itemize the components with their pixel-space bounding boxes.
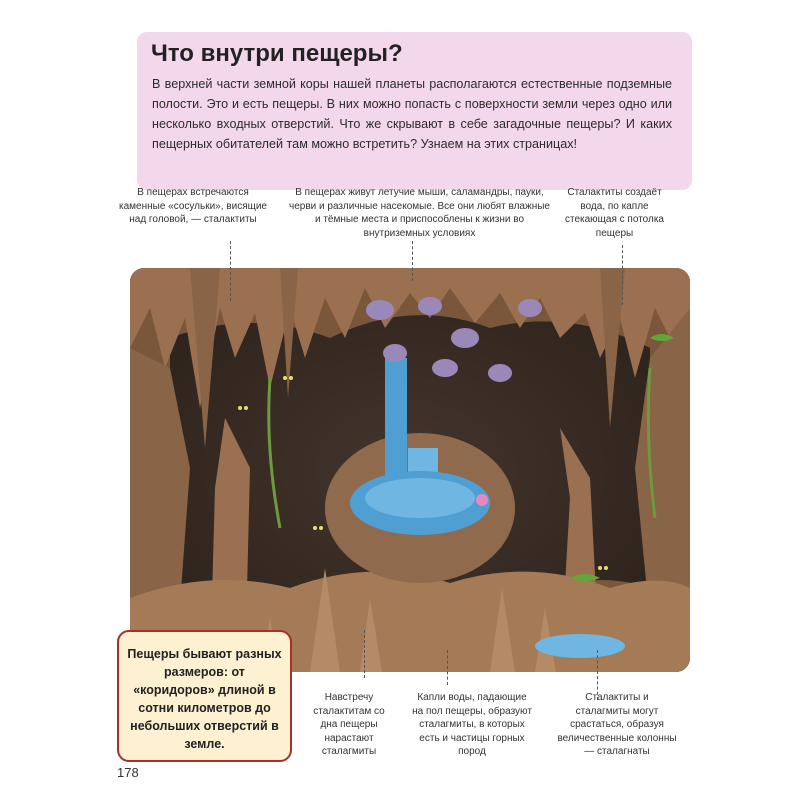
caption-pointer-creatures [412, 241, 413, 281]
caption-stalagmites: Навстречу сталактитам со дна пещеры нарастают сталагмиты [313, 692, 385, 757]
cave-sizes-box [117, 630, 292, 762]
intro-paragraph: В верхней части земной коры нашей планеты располагаются естественные подземные полости. Это и есть пещеры. В них можно попасть с поверхности земли через одно или несколько входных отверстий. Что же скрывают в себе загадочные пещеры? И каких пещерных обитателей там можно встретить? Узнаем на этих страницах! [152, 77, 672, 151]
book-page [102, 10, 697, 792]
caption-stalactites: В пещерах встречаются каменные «сосульки», висящие над головой, — сталактиты [119, 187, 267, 225]
cave-sizes-text: Пещеры бывают разных размеров: от «коридоров» длиной в сотни километров до небольших отверстий в земле. [127, 647, 282, 751]
cave-illustration [130, 268, 690, 672]
caption-pointer-water-drops [447, 650, 448, 685]
caption-dripping-water: Сталактиты создаёт вода, по капле стекающая с потолка пещеры [564, 187, 664, 239]
page-title: Что внутри пещеры? [151, 40, 403, 67]
caption-pointer-dripping [622, 245, 623, 305]
caption-pointer-stalactites [230, 241, 231, 301]
caption-stalagnates: Сталактиты и сталагмиты могут срастаться, образуя величественные колонны — сталагнаты [557, 692, 677, 757]
caption-water-drops: Капли воды, падающие на пол пещеры, образуют сталагмиты, в которых есть и частицы горных пород [412, 692, 532, 757]
caption-cave-creatures: В пещерах живут летучие мыши, саламандры, пауки, черви и различные насекомые. Все они любят влажные и тёмные места и приспособлены к жизни во внутриземных условиях [289, 187, 550, 239]
page-number: 178 [117, 765, 139, 780]
cave-scene [130, 268, 690, 672]
caption-pointer-stalagmites [364, 630, 365, 678]
